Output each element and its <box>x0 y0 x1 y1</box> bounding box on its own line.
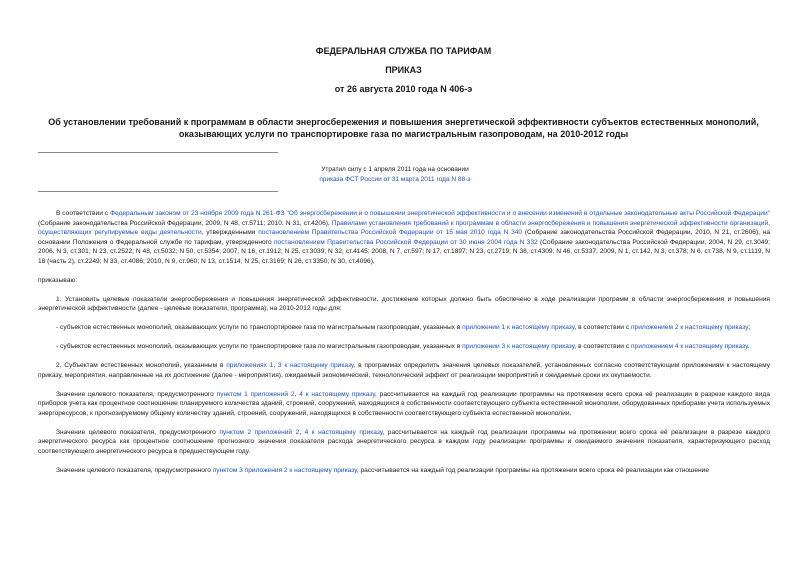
agency-name: ФЕДЕРАЛЬНАЯ СЛУЖБА ПО ТАРИФАМ <box>315 46 492 56</box>
federal-law-link[interactable]: Федеральным законом от 23 ноября 2009 года N 261-ФЗ "Об энергосбережении и о повышении энергетической эффективности и о внесении изменений в отдельные законодательные акты Российской Федерации" <box>110 210 771 217</box>
text-span: , рассчитывается на каждый год реализации программы на протяжении всего срока её реализации в разрезе каждого вида приборов учета как процентное соотношение планируемого количества зданий, строений, сооружений, находящихся в собственности соответствующего субъекта естественной монополии, оборудованных приборами учета используемых энергоресурсов, к прогнозируемому общему количеству зданий, строений, сооружений, находящихся в собственности соответствующего субъекта естественной монополии. <box>38 390 770 417</box>
text-span: . <box>747 343 750 350</box>
item-1-appendices-2-link[interactable]: пунктом 1 приложений 2 <box>216 390 295 398</box>
document-title-line-1: Об установлении требований к программам в области энергосбережения и повышения энергетической эффективности субъектов естественных монополий, <box>48 117 759 127</box>
appendix-3-order-link[interactable]: 3 к настоящему приказу <box>277 362 354 369</box>
indicator-3-paragraph <box>38 466 770 476</box>
clause-1-paragraph: 1. Установить целевые показатели энергосбережения и повышения энергетической эффективности, достижение которых должно быть обеспечено в ходе реализации программ в области энергосбережения и повышения энергетической эффективности (далее - целевые показатели, программа), на 2010-2012 годы для: <box>38 295 770 312</box>
appendices-1-link[interactable]: приложениях 1 <box>226 362 274 369</box>
resolution-332-link[interactable]: постановлением Правительства Российской Федерации от 30 июня 2004 года N 332 <box>273 238 538 246</box>
text-span: - субъектов естественных монополий, оказывающих услуги по транспортировке газа по магистральным газопроводам, указанных в <box>56 324 463 331</box>
orders-word: приказываю: <box>38 276 78 284</box>
document-body <box>38 209 770 485</box>
repeal-order-link[interactable]: приказа ФСТ России от 31 марта 2011 года N 88-э <box>319 176 471 183</box>
top-divider <box>38 152 278 153</box>
text-span: ; <box>748 324 751 331</box>
clause-2-paragraph <box>38 361 770 380</box>
appendix-4-order-link-2[interactable]: 4 к настоящему приказу <box>304 428 383 436</box>
text-span: В соответствии с <box>56 210 110 217</box>
text-span: , в соответствии с <box>574 324 631 331</box>
status-note-text: Утратил силу с 1 апреля 2011 года на основании <box>321 166 469 173</box>
text-span: Значение целевого показателя, предусмотренного <box>56 466 213 474</box>
clause-1-item-a <box>38 323 770 333</box>
text-span: , рассчитывается на каждый год реализации программы на протяжении всего срока её реализации как отношение <box>356 466 709 474</box>
indicator-2-paragraph <box>38 428 770 457</box>
clause-1-item-b <box>38 342 770 352</box>
appendix-4-order-link[interactable]: 4 к настоящему приказу <box>299 390 376 398</box>
appendix-1-link[interactable]: приложении 1 к настоящему приказу <box>462 324 575 331</box>
document-title-line-2: оказывающих услуги по транспортировке газа по магистральным газопроводам, на 2010-2012 годы <box>178 129 629 139</box>
text-span: (Собрание законодательства Российской Федерации, 2009, N 48, ст.5711; 2010, N 31, ст.4206), <box>38 219 332 227</box>
text-span: Значение целевого показателя, предусмотренного <box>56 428 220 436</box>
text-span: (Собрание законодательства Российской Федерации, 2004, N 29, ст.3049; 2006, N 3, ст.301; N 23, ст.2522; N 48, ст.5032; N 50, ст.5354; 2007, N 16, ст.1912; N 25, ст.3039; N 32, ст.4145; 2008, N 7, ст.597; N 17, ст.1897; N 23, ст.2719; N 38, ст.4309; N 46, ст.5337; 2009, N 1, ст.142, N 3, ст.378; N 6, ст.738, N 9, ст.1119, N 18 (часть 2), ст.2249; N 33, ст.4086; 2010, N 9, ст.960; N 13, ст.1514; N 25, ст.3169; N 26, ст.3350; N 30, ст.4096), <box>38 238 770 265</box>
text-span: , утвержденными <box>201 229 259 236</box>
document-type: ПРИКАЗ <box>385 65 422 75</box>
item-3-appendix-2-link[interactable]: пунктом 3 приложения 2 к настоящему приказу <box>212 466 357 474</box>
text-span: , в соответствии с <box>574 343 631 350</box>
item-2-appendices-2-link[interactable]: пунктом 2 приложений 2 <box>219 428 300 436</box>
status-note <box>280 165 510 185</box>
preamble-paragraph <box>38 209 770 266</box>
text-span: , в программах определить значения целевых показателей, установленных согласно соответствующим приложениям к настоящему приказу, мероприятия, направленные на их достижение (далее - мероприятия), ожидаемый экономический, технологический эффект от реализации мероприятий и ожидаемые сроки их окупаемости. <box>38 362 771 379</box>
appendix-2-link[interactable]: приложением 2 к настоящему приказу <box>630 324 749 331</box>
text-span: - субъектов естественных монополий, оказывающих услуги по транспортировке газа по магистральным газопроводам, указанных в <box>56 343 463 350</box>
appendix-4-link[interactable]: приложением 4 к настоящему приказу <box>630 343 748 350</box>
document-date: от 26 августа 2010 года N 406-э <box>334 84 473 94</box>
document-title <box>40 116 767 140</box>
text-span: , рассчитывается на каждый год реализации программы на протяжении всего срока её реализации в разрезе каждого энергетического ресурса как процентное соотношение прогнозного значения показателя расхода энергетического ресурса в каждом году реализации программы и ожидаемого значения показателя, характеризующего расход соответствующего энергетического ресурса в предшествующем году. <box>38 428 771 455</box>
text-span: 2. Субъектам естественных монополий, указанным в <box>56 362 227 369</box>
text-span: (Собрание законодательства Российской Федерации, 2010, N 21, ст.2606), на основании Положения о Федеральной службе по тарифам, утвержденного <box>38 229 770 246</box>
text-span: Значение целевого показателя, предусмотренного <box>56 390 217 398</box>
appendix-3-link[interactable]: приложении 3 к настоящему приказу <box>462 343 575 350</box>
indicator-1-paragraph <box>38 390 770 419</box>
text-span: , <box>299 428 305 436</box>
bottom-divider <box>38 191 278 192</box>
rules-link[interactable]: Правилами установления требований к программам в области энергосбережения и повышения энергетической эффективности организаций, осуществляющих регулируемые виды деятельности <box>38 219 770 236</box>
text-span: , <box>273 362 278 369</box>
text-span: , <box>294 390 300 398</box>
resolution-340-link[interactable]: постановлением Правительства Российской Федерации от 15 мая 2010 года N 340 <box>258 229 523 236</box>
